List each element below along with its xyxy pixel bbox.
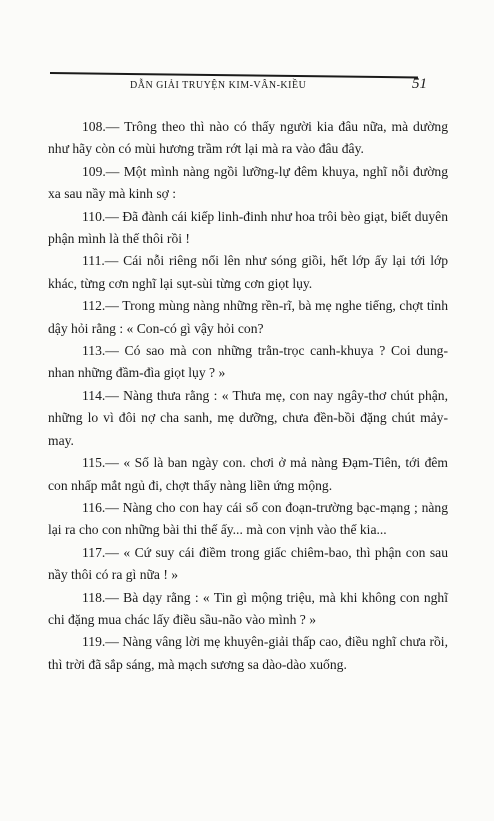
paragraph-109: 109.— Một mình nàng ngồi lưỡng-lự đêm khuya, nghĩ nỗi đường xa sau nầy mà kinh sợ : <box>48 163 448 202</box>
paragraph-117: 117.— « Cứ suy cái điềm trong giấc chiêm-bao, thì phận con sau nầy thôi có ra gì nữa ! » <box>48 544 448 583</box>
paragraph-118: 118.— Bà dạy rằng : « Tin gì mộng triệu, mà khi không con nghĩ chi đặng mua chác lấy điều sầu-não vào mình ? » <box>48 589 448 627</box>
paragraph-112: 112.— Trong mùng nàng những rền-rĩ, bà mẹ nghe tiếng, chợt tỉnh dậy hỏi rằng : « Con-có gì vậy hỏi con? <box>48 298 448 336</box>
header-rule <box>50 72 418 78</box>
paragraph-110: 110.— Đã đành cái kiếp linh-đinh như hoa trôi bèo giạt, biết duyên phận mình là thế thôi rồi ! <box>48 208 448 247</box>
page-number: 51 <box>412 76 427 92</box>
body-text <box>48 116 448 676</box>
paragraph-115: 115.— « Số là ban ngày con. chơi ở mả nàng Đạm-Tiên, tới đêm con nhấp mắt ngủ đi, chợt thấy nàng liền ứng mộng. <box>48 455 448 493</box>
paragraph-116: 116.— Nàng cho con hay cái sổ con đoạn-trường bạc-mạng ; nàng lại ra cho con những bài thi thế ấy... mà con vịnh vào thế kia... <box>48 499 448 538</box>
paragraph-119: 119.— Nàng vâng lời mẹ khuyên-giải thấp cao, điều nghĩ chưa rồi, thì trời đã sắp sáng, mà mạch sương sa dào-dào xuống. <box>48 634 448 672</box>
paragraph-114: 114.— Nàng thưa rằng : « Thưa mẹ, con nay ngây-thơ chút phận, những lo vì đôi nợ cha sanh, mẹ dưỡng, chưa đền-bồi đặng chút mảy-may. <box>48 387 448 448</box>
running-header-title: DẪN GIẢI TRUYỆN KIM-VÂN-KIỀU <box>130 80 307 91</box>
paragraph-111: 111.— Cái nỗi riêng nổi lên như sóng giồi, hết lớp ấy lại tới lớp khác, từng cơn nghĩ lại sụt-sùi từng cơn giọt lụy. <box>48 253 448 291</box>
paragraph-108: 108.— Trông theo thì nào có thấy người kia đâu nữa, mà dường như hãy còn có mùi hương trầm rớt lại mà ra vào đâu đây. <box>48 119 448 157</box>
paragraph-113: 113.— Có sao mà con những trằn-trọc canh-khuya ? Coi dung-nhan những đầm-đìa giọt lụy ? » <box>48 343 448 381</box>
